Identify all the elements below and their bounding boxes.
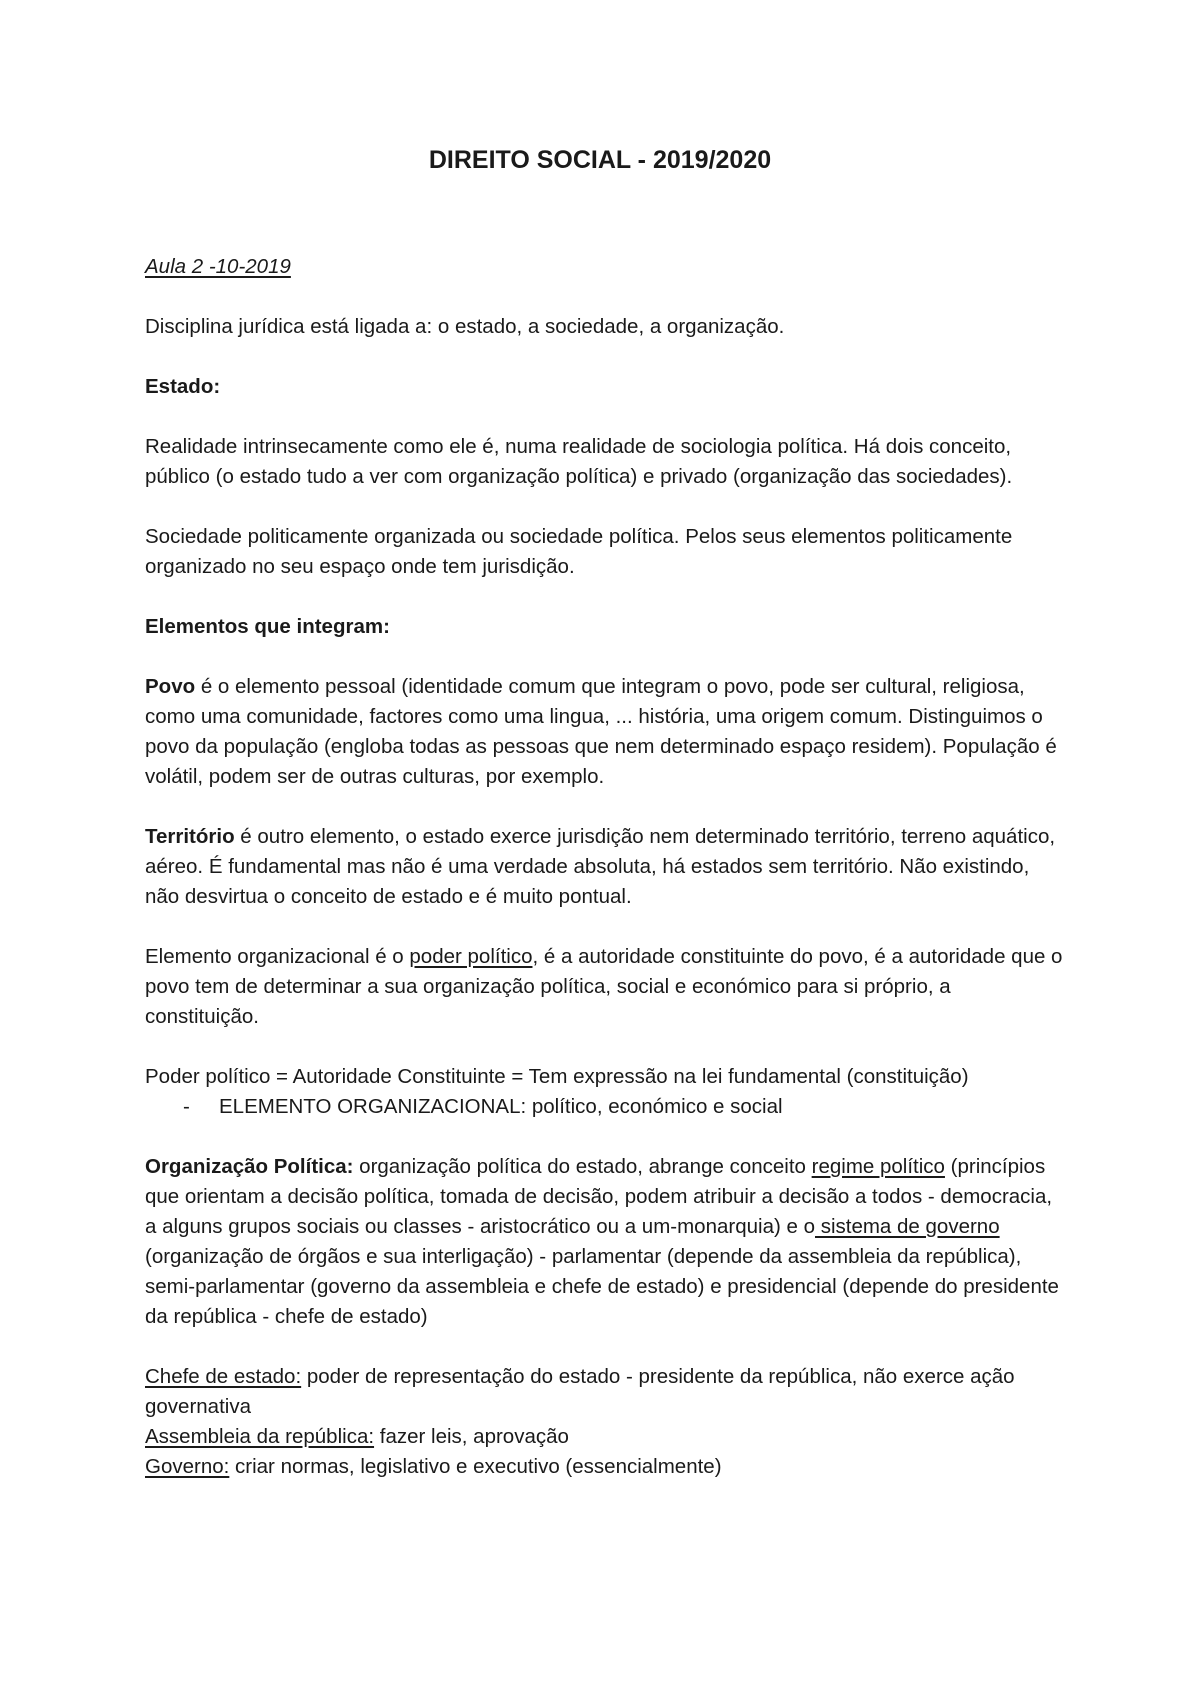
date-heading: Aula 2 -10-2019 <box>145 255 291 278</box>
definition-assembleia: Assembleia da república: fazer leis, aprovação <box>145 1425 569 1448</box>
estado-paragraph-2: Sociedade politicamente organizada ou sociedade política. Pelos seus elementos politicamente organizado no seu espaço onde tem jurisdição. <box>145 525 1013 578</box>
equation-line: Poder político = Autoridade Constituinte = Tem expressão na lei fundamental (constituição) <box>145 1065 969 1088</box>
intro-paragraph: Disciplina jurídica está ligada a: o estado, a sociedade, a organização. <box>145 315 785 338</box>
povo-paragraph: Povo é o elemento pessoal (identidade comum que integram o povo, pode ser cultural, religiosa, como uma comunidade, factores como uma lingua, ... história, uma origem comum. Distinguimos o povo da população (engloba todas as pessoas que nem determinado espaço residem). População é volátil, podem ser de outras culturas, por exemplo. <box>145 675 1057 788</box>
organizacional-paragraph: Elemento organizacional é o poder político, é a autoridade constituinte do povo, é a autoridade que o povo tem de determinar a sua organização política, social e económico para si próprio, a constituição. <box>145 945 1063 1028</box>
bullet-item <box>183 1092 1065 1122</box>
organizacao-label: Organização Política: <box>145 1155 354 1178</box>
povo-label: Povo <box>145 675 196 698</box>
poder-politico-term: poder político <box>409 945 533 968</box>
bullet-dash: - <box>183 1095 190 1118</box>
definition-governo: Governo: criar normas, legislativo e executivo (essencialmente) <box>145 1455 722 1478</box>
elementos-heading: Elementos que integram: <box>145 615 390 638</box>
document-title: DIREITO SOCIAL - 2019/2020 <box>428 146 772 174</box>
estado-heading: Estado: <box>145 375 221 398</box>
estado-paragraph-1: Realidade intrinsecamente como ele é, numa realidade de sociologia política. Há dois conceito, público (o estado tudo a ver com organização política) e privado (organização das sociedades). <box>145 435 1013 488</box>
document-body <box>145 252 1065 1482</box>
bullet-text: ELEMENTO ORGANIZACIONAL: político, económico e social <box>219 1095 783 1118</box>
sistema-governo-term: sistema de governo <box>815 1215 1000 1238</box>
definition-chefe: Chefe de estado: poder de representação do estado - presidente da república, não exerce ação governativa <box>145 1365 1015 1418</box>
organizacao-paragraph: Organização Política: organização política do estado, abrange conceito regime político (princípios que orientam a decisão política, tomada de decisão, podem atribuir a decisão a todos - democracia, a alguns grupos sociais ou classes - aristocrático ou a um-monarquia) e o sistema de governo (organização de órgãos e sua interligação) - parlamentar (depende da assembleia da república), semi-parlamentar (governo da assembleia e chefe de estado) e presidencial (depende do presidente da república - chefe de estado) <box>145 1155 1059 1328</box>
territorio-paragraph: Território é outro elemento, o estado exerce jurisdição nem determinado território, terreno aquático, aéreo. É fundamental mas não é uma verdade absoluta, há estados sem território. Não existindo, não desvirtua o conceito de estado e é muito pontual. <box>145 825 1056 908</box>
territorio-label: Território <box>145 825 235 848</box>
regime-politico-term: regime político <box>811 1155 945 1178</box>
